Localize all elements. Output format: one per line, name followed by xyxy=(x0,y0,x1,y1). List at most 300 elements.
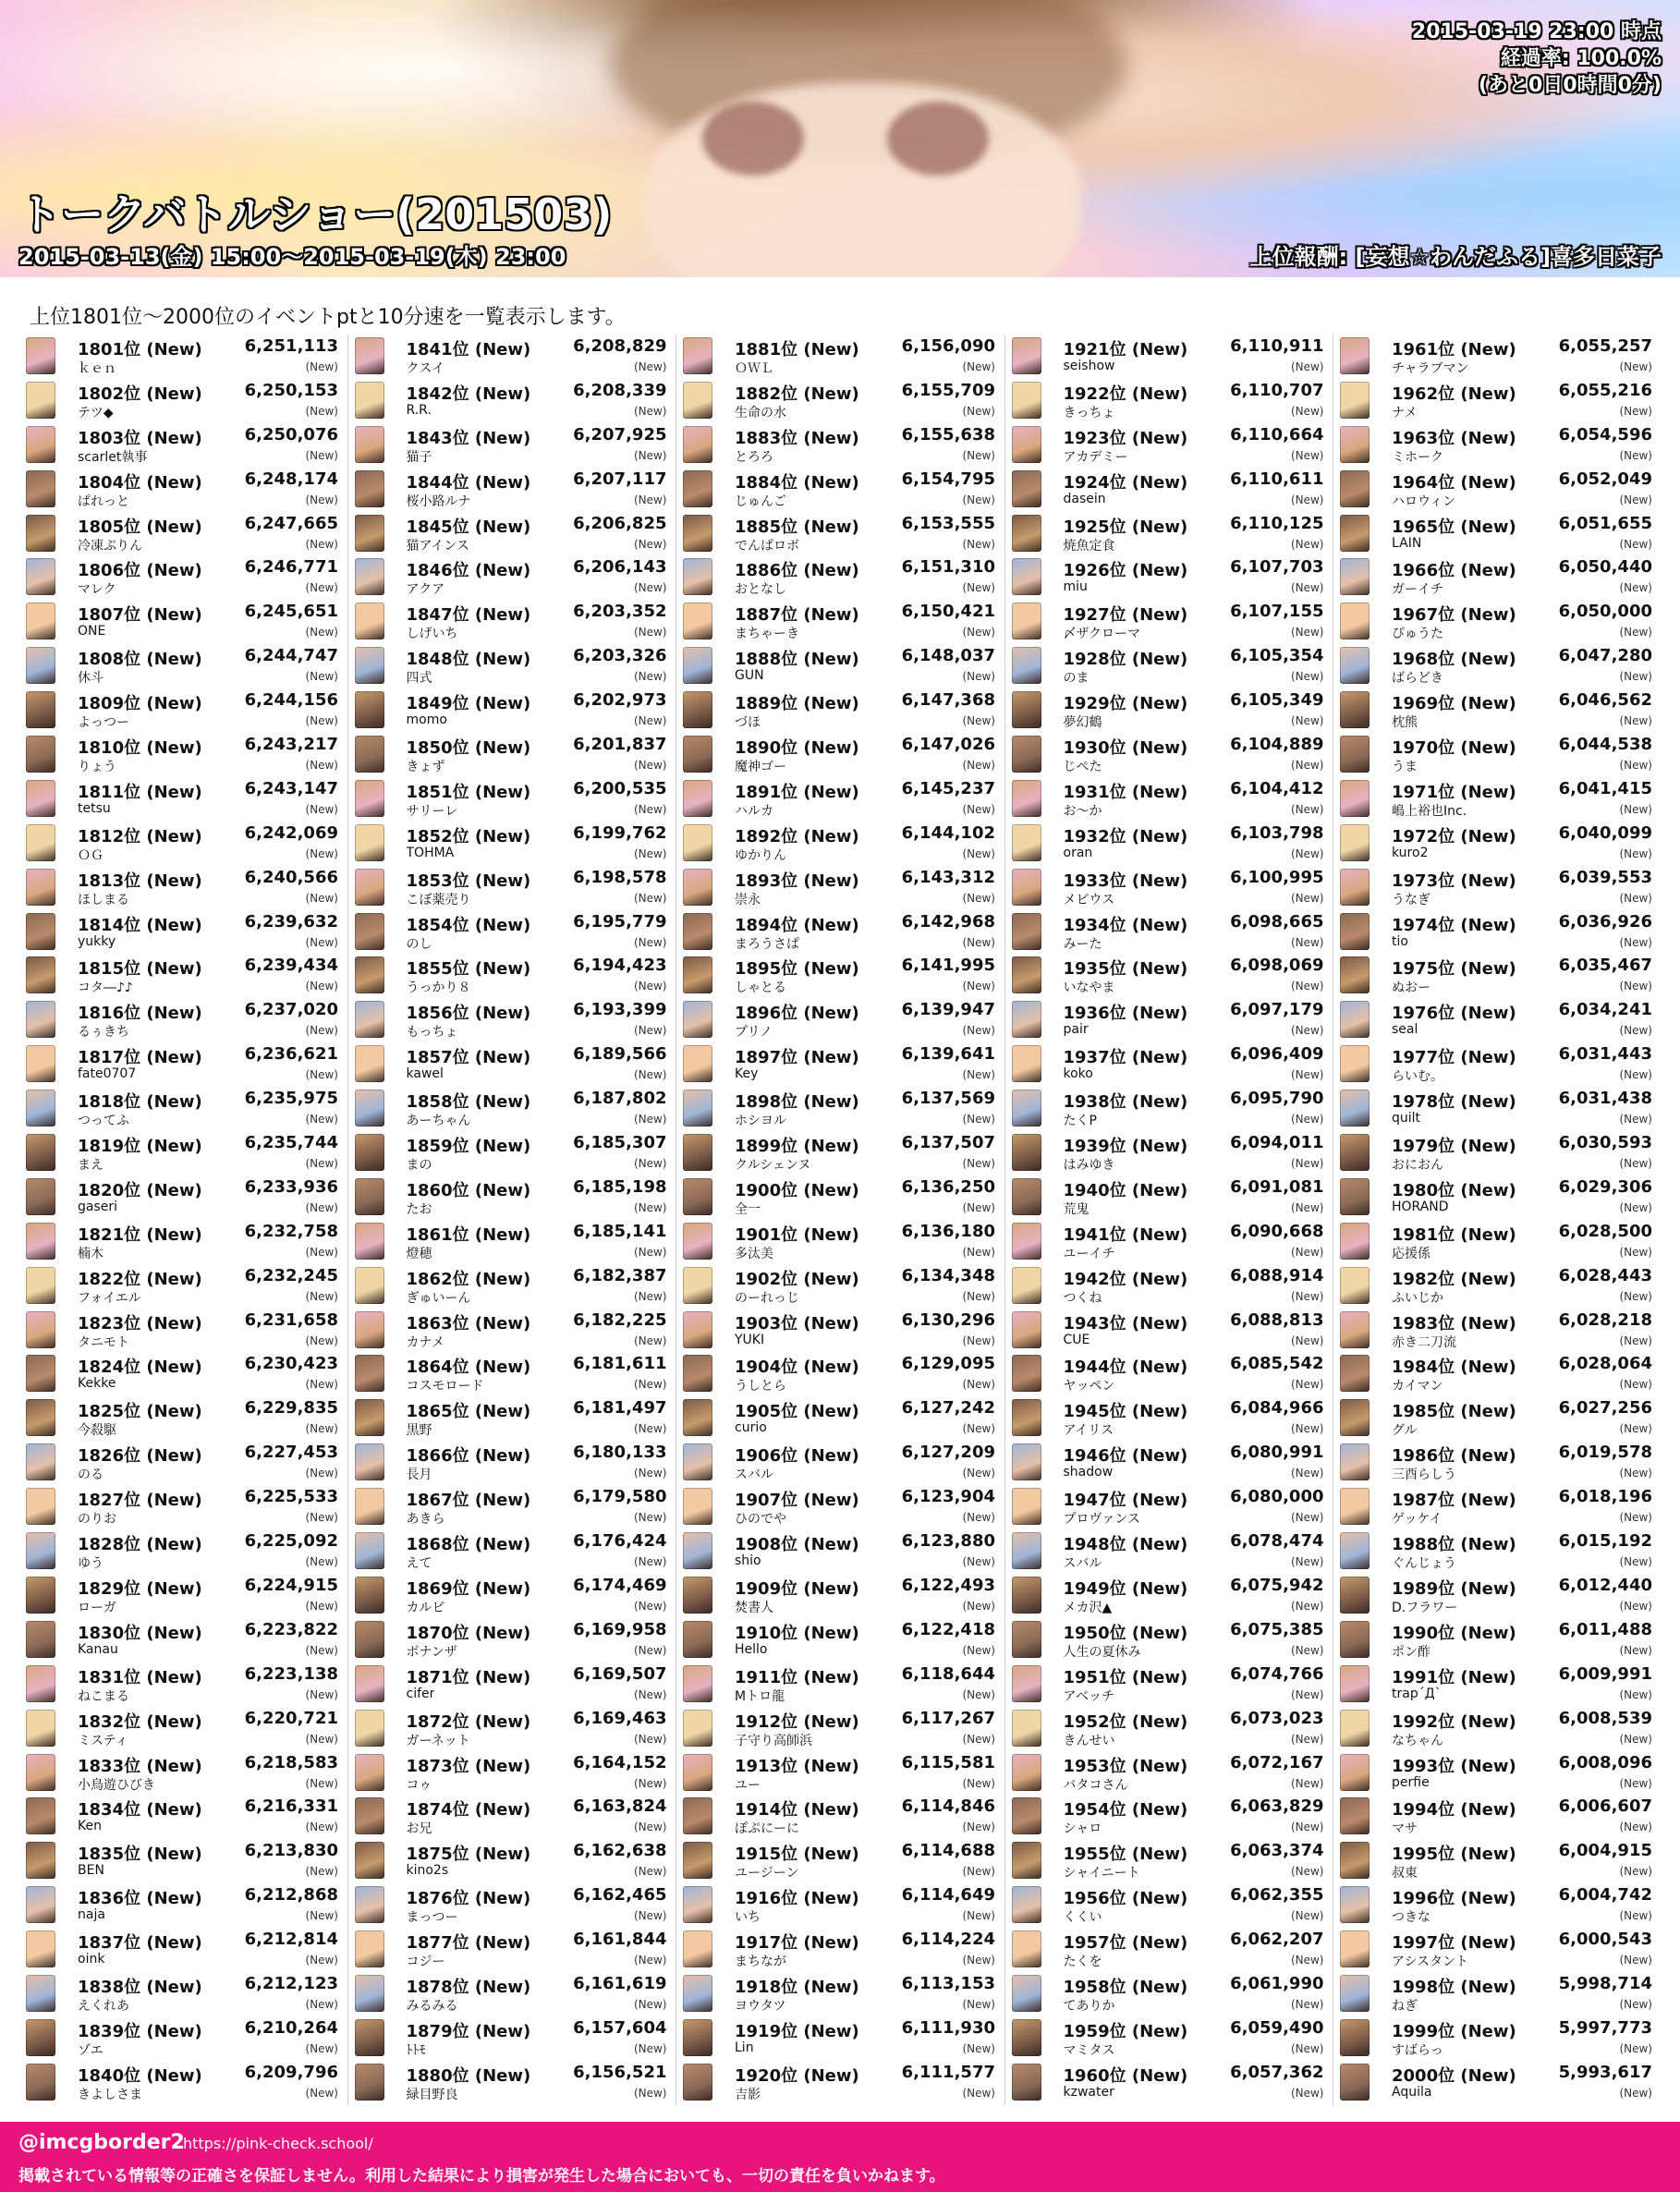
rank-label: 1893位 (New) xyxy=(735,871,859,891)
ten-minute-speed: (New) xyxy=(1619,1687,1652,1701)
twitter-handle[interactable]: @imcgborder2 xyxy=(18,2131,185,2154)
rank-label: 1888位 (New) xyxy=(735,650,859,670)
event-points: 6,006,607 xyxy=(1558,1796,1652,1817)
event-points: 6,091,081 xyxy=(1230,1176,1324,1197)
ten-minute-speed: (New) xyxy=(962,1909,995,1923)
site-url[interactable]: https://pink-check.school/ xyxy=(183,2135,373,2152)
ranking-entry xyxy=(26,1795,340,1839)
ranking-entry xyxy=(1340,1396,1654,1441)
player-name: たお xyxy=(406,1201,432,1217)
rank-label: 1814位 (New) xyxy=(78,915,202,935)
player-avatar xyxy=(355,1399,384,1436)
ranking-entry xyxy=(26,1529,340,1574)
event-points: 6,004,915 xyxy=(1558,1841,1652,1861)
player-name: Kekke xyxy=(78,1376,116,1392)
player-avatar xyxy=(26,1577,55,1614)
event-points: 6,122,418 xyxy=(901,1619,995,1639)
player-avatar xyxy=(26,558,55,595)
event-points: 6,199,762 xyxy=(573,822,667,843)
player-avatar xyxy=(683,1045,712,1082)
ten-minute-speed: (New) xyxy=(1619,1821,1652,1834)
ten-minute-speed: (New) xyxy=(1619,1289,1652,1303)
ranking-entry xyxy=(355,512,669,556)
ranking-entry xyxy=(683,1662,997,1707)
ranking-entry xyxy=(26,1839,340,1883)
ten-minute-speed: (New) xyxy=(962,1200,995,1214)
player-avatar xyxy=(1012,1975,1041,2012)
rank-label: 1906位 (New) xyxy=(735,1446,859,1467)
event-points: 6,250,153 xyxy=(244,380,338,400)
event-points: 6,018,196 xyxy=(1558,1487,1652,1507)
ranking-entry xyxy=(26,822,340,866)
ten-minute-speed: (New) xyxy=(962,980,995,993)
ranking-entry xyxy=(683,954,997,998)
ten-minute-speed: (New) xyxy=(633,404,667,418)
player-avatar xyxy=(26,1886,55,1923)
player-name: アイリス xyxy=(1063,1423,1114,1439)
rank-label: 1995位 (New) xyxy=(1392,1845,1516,1865)
player-name: ふいじか xyxy=(1392,1290,1443,1306)
rank-label: 1955位 (New) xyxy=(1063,1845,1188,1865)
player-name: Aquila xyxy=(1392,2084,1432,2100)
player-avatar xyxy=(683,603,712,639)
ten-minute-speed: (New) xyxy=(633,448,667,462)
ten-minute-speed: (New) xyxy=(305,448,338,462)
ten-minute-speed: (New) xyxy=(305,626,338,639)
event-points: 6,139,947 xyxy=(901,1000,995,1020)
ten-minute-speed: (New) xyxy=(1619,1157,1652,1171)
player-avatar xyxy=(355,1665,384,1702)
ten-minute-speed: (New) xyxy=(1619,980,1652,993)
ten-minute-speed: (New) xyxy=(305,1776,338,1790)
ten-minute-speed: (New) xyxy=(1290,1289,1324,1303)
ten-minute-speed: (New) xyxy=(305,1599,338,1613)
ranking-entry xyxy=(355,644,669,688)
player-name: ぽぷにーに xyxy=(735,1821,799,1837)
rank-label: 1811位 (New) xyxy=(78,782,202,802)
player-avatar xyxy=(1012,1710,1041,1747)
footer xyxy=(0,2122,1680,2192)
ten-minute-speed: (New) xyxy=(1290,448,1324,462)
player-name: しげいち xyxy=(406,627,458,642)
rank-label: 1964位 (New) xyxy=(1392,472,1516,493)
player-name: naja xyxy=(78,1907,105,1923)
event-points: 6,019,578 xyxy=(1558,1443,1652,1463)
ranking-entry xyxy=(355,733,669,777)
ranking-entry xyxy=(26,954,340,998)
ranking-entry xyxy=(26,777,340,822)
ten-minute-speed: (New) xyxy=(962,1467,995,1480)
ten-minute-speed: (New) xyxy=(305,759,338,773)
player-name: tio xyxy=(1392,933,1408,949)
event-points: 6,114,846 xyxy=(901,1796,995,1817)
event-points: 6,047,280 xyxy=(1558,646,1652,666)
ten-minute-speed: (New) xyxy=(1290,980,1324,993)
event-points: 6,027,256 xyxy=(1558,1398,1652,1419)
event-points: 6,194,423 xyxy=(573,956,667,976)
ten-minute-speed: (New) xyxy=(633,891,667,905)
ten-minute-speed: (New) xyxy=(633,537,667,551)
rank-label: 1863位 (New) xyxy=(406,1313,531,1333)
event-points: 6,011,488 xyxy=(1558,1619,1652,1639)
player-name: ぎゅいーん xyxy=(406,1290,471,1306)
ranking-entry xyxy=(1012,910,1326,955)
rank-label: 1925位 (New) xyxy=(1063,517,1188,537)
ranking-entry xyxy=(355,1574,669,1618)
player-name: shio xyxy=(735,1553,761,1569)
event-points: 6,147,368 xyxy=(901,690,995,711)
ten-minute-speed: (New) xyxy=(305,404,338,418)
ten-minute-speed: (New) xyxy=(1290,714,1324,728)
player-name: のりお xyxy=(78,1512,116,1528)
rank-label: 1899位 (New) xyxy=(735,1137,859,1157)
player-avatar xyxy=(26,1267,55,1304)
ranking-entry xyxy=(683,600,997,644)
player-avatar xyxy=(26,824,55,861)
ten-minute-speed: (New) xyxy=(1290,1333,1324,1347)
event-points: 6,110,911 xyxy=(1230,336,1324,356)
ten-minute-speed: (New) xyxy=(1619,1997,1652,2011)
player-name: HORAND xyxy=(1392,1199,1449,1214)
player-name: きんせい xyxy=(1063,1733,1115,1748)
ranking-entry xyxy=(26,1396,340,1441)
player-avatar xyxy=(26,1223,55,1260)
event-points: 6,244,747 xyxy=(244,646,338,666)
player-name: のーれっじ xyxy=(735,1290,799,1306)
event-points: 6,096,409 xyxy=(1230,1044,1324,1065)
event-points: 6,114,688 xyxy=(901,1841,995,1861)
event-points: 6,208,339 xyxy=(573,380,667,400)
player-name: 多汰美 xyxy=(735,1246,773,1261)
ten-minute-speed: (New) xyxy=(305,1687,338,1701)
player-name: ねこまる xyxy=(78,1688,129,1704)
player-avatar xyxy=(1340,913,1370,950)
event-points: 6,110,611 xyxy=(1230,469,1324,489)
ranking-entry xyxy=(26,1264,340,1309)
event-points: 6,145,237 xyxy=(901,778,995,798)
player-avatar xyxy=(1340,1355,1370,1392)
event-points: 6,169,463 xyxy=(573,1708,667,1728)
player-name: 小鳥遊ひびき xyxy=(78,1777,155,1793)
event-points: 6,035,467 xyxy=(1558,956,1652,976)
player-name: ハロウィン xyxy=(1392,493,1456,509)
player-name: カイマン xyxy=(1392,1379,1443,1394)
rank-label: 1829位 (New) xyxy=(78,1578,202,1599)
rank-label: 1913位 (New) xyxy=(735,1756,859,1776)
event-points: 6,203,326 xyxy=(573,646,667,666)
player-name: コゥ xyxy=(406,1777,432,1793)
ten-minute-speed: (New) xyxy=(633,581,667,595)
player-name: ユー xyxy=(735,1777,761,1793)
ten-minute-speed: (New) xyxy=(1290,802,1324,816)
ten-minute-speed: (New) xyxy=(962,670,995,684)
event-points: 6,061,990 xyxy=(1230,1973,1324,1993)
ranking-entry xyxy=(683,1441,997,1485)
player-avatar xyxy=(683,1577,712,1614)
ranking-entry xyxy=(355,1264,669,1309)
player-avatar xyxy=(26,1488,55,1525)
player-name: GUN xyxy=(735,668,764,684)
event-points: 6,212,868 xyxy=(244,1885,338,1906)
ranking-entry xyxy=(1340,1220,1654,1264)
ranking-entry xyxy=(1012,1883,1326,1928)
ranking-entry xyxy=(355,555,669,600)
rank-label: 1941位 (New) xyxy=(1063,1224,1188,1245)
event-points: 6,207,925 xyxy=(573,424,667,444)
rank-label: 1978位 (New) xyxy=(1392,1092,1516,1113)
ten-minute-speed: (New) xyxy=(1290,935,1324,949)
rank-label: 1937位 (New) xyxy=(1063,1048,1188,1068)
ten-minute-speed: (New) xyxy=(633,1687,667,1701)
rank-label: 1949位 (New) xyxy=(1063,1578,1188,1599)
player-avatar xyxy=(1340,1577,1370,1614)
player-avatar xyxy=(355,1797,384,1834)
player-avatar xyxy=(26,1754,55,1791)
player-name: Mトロ龍 xyxy=(735,1688,785,1704)
ranking-entry xyxy=(26,688,340,733)
ranking-entry xyxy=(683,1751,997,1796)
player-name: りょう xyxy=(78,760,116,775)
rank-label: 1990位 (New) xyxy=(1392,1623,1516,1643)
event-points: 6,107,155 xyxy=(1230,602,1324,622)
player-avatar xyxy=(1340,426,1370,463)
ten-minute-speed: (New) xyxy=(305,980,338,993)
event-points: 6,114,224 xyxy=(901,1930,995,1950)
rank-label: 1860位 (New) xyxy=(406,1180,531,1200)
ranking-entry xyxy=(26,866,340,910)
player-avatar xyxy=(1340,1090,1370,1126)
ten-minute-speed: (New) xyxy=(1619,891,1652,905)
player-avatar xyxy=(355,1443,384,1480)
ranking-entry xyxy=(1012,1352,1326,1396)
ten-minute-speed: (New) xyxy=(1619,1378,1652,1392)
player-avatar xyxy=(1012,1797,1041,1834)
event-points: 6,245,651 xyxy=(244,602,338,622)
event-points: 6,136,250 xyxy=(901,1176,995,1197)
player-name: 崇永 xyxy=(735,892,761,907)
player-name: こぼ薬売り xyxy=(406,892,471,907)
event-points: 6,028,218 xyxy=(1558,1309,1652,1330)
player-name: 全一 xyxy=(735,1201,761,1217)
rank-label: 1812位 (New) xyxy=(78,826,202,846)
ranking-entry xyxy=(26,1751,340,1796)
ten-minute-speed: (New) xyxy=(305,1289,338,1303)
event-points: 6,090,668 xyxy=(1230,1221,1324,1241)
player-name: 人生の夏休み xyxy=(1063,1644,1141,1660)
player-avatar xyxy=(26,1532,55,1569)
player-avatar xyxy=(1340,1754,1370,1791)
ten-minute-speed: (New) xyxy=(962,448,995,462)
ten-minute-speed: (New) xyxy=(1619,846,1652,860)
ten-minute-speed: (New) xyxy=(1619,1511,1652,1525)
ten-minute-speed: (New) xyxy=(1619,1467,1652,1480)
player-name: お兄 xyxy=(406,1821,432,1837)
ten-minute-speed: (New) xyxy=(633,1068,667,1082)
event-points: 6,103,798 xyxy=(1230,822,1324,843)
ten-minute-speed: (New) xyxy=(633,1865,667,1879)
ranking-entry xyxy=(355,1441,669,1485)
ranking-entry xyxy=(355,1131,669,1175)
player-avatar xyxy=(1012,1930,1041,1967)
event-points: 6,110,125 xyxy=(1230,513,1324,533)
ten-minute-speed: (New) xyxy=(1619,448,1652,462)
player-name: 黒野 xyxy=(406,1423,432,1439)
player-avatar xyxy=(355,1355,384,1392)
ten-minute-speed: (New) xyxy=(1619,581,1652,595)
rank-label: 1900位 (New) xyxy=(735,1180,859,1200)
ten-minute-speed: (New) xyxy=(633,1643,667,1657)
event-points: 6,239,632 xyxy=(244,911,338,932)
player-name: マミタス xyxy=(1063,2042,1115,2058)
column-divider xyxy=(347,335,348,2105)
rank-label: 1870位 (New) xyxy=(406,1623,531,1643)
ranking-entry xyxy=(1340,1839,1654,1883)
ranking-entry xyxy=(26,1574,340,1618)
ranking-entry xyxy=(1012,335,1326,379)
event-points: 6,208,829 xyxy=(573,336,667,356)
ranking-entry xyxy=(1012,822,1326,866)
player-name: スバル xyxy=(735,1467,773,1483)
player-avatar xyxy=(26,1975,55,2012)
event-points: 6,115,581 xyxy=(901,1752,995,1772)
player-name: マサ xyxy=(1392,1821,1418,1837)
player-avatar xyxy=(1012,647,1041,684)
player-name: ヤッペン xyxy=(1063,1379,1115,1394)
rank-label: 1902位 (New) xyxy=(735,1269,859,1289)
event-points: 6,212,814 xyxy=(244,1930,338,1950)
player-avatar xyxy=(355,824,384,861)
player-name: みーた xyxy=(1063,936,1102,952)
ranking-entry xyxy=(355,1928,669,1972)
rank-label: 1996位 (New) xyxy=(1392,1889,1516,1909)
rank-label: 1980位 (New) xyxy=(1392,1180,1516,1200)
player-name: 長月 xyxy=(406,1467,432,1483)
player-avatar xyxy=(683,382,712,419)
player-name: 枕熊 xyxy=(1392,715,1418,731)
ranking-entry xyxy=(1012,379,1326,423)
player-avatar xyxy=(1012,2019,1041,2056)
ranking-entry xyxy=(26,1883,340,1928)
player-avatar xyxy=(1012,1577,1041,1614)
player-name: BEN xyxy=(78,1863,104,1879)
player-avatar xyxy=(26,337,55,374)
player-avatar xyxy=(355,1930,384,1967)
ten-minute-speed: (New) xyxy=(305,1068,338,1082)
rank-label: 1992位 (New) xyxy=(1392,1711,1516,1732)
ten-minute-speed: (New) xyxy=(1619,1068,1652,1082)
event-points: 6,180,133 xyxy=(573,1443,667,1463)
ten-minute-speed: (New) xyxy=(1290,1378,1324,1392)
ranking-entry xyxy=(355,335,669,379)
event-points: 6,224,915 xyxy=(244,1575,338,1595)
rank-label: 1939位 (New) xyxy=(1063,1137,1188,1157)
ten-minute-speed: (New) xyxy=(1290,493,1324,506)
ranking-entry xyxy=(1012,1972,1326,2016)
event-points: 6,216,331 xyxy=(244,1796,338,1817)
event-points: 6,247,665 xyxy=(244,513,338,533)
elapsed-rate: 経過率: 100.0% xyxy=(1500,47,1662,70)
rank-label: 1883位 (New) xyxy=(735,428,859,448)
rank-label: 1841位 (New) xyxy=(406,340,531,359)
player-avatar xyxy=(1340,470,1370,507)
event-points: 6,185,198 xyxy=(573,1176,667,1197)
player-name: ひのでや xyxy=(735,1512,786,1528)
player-name: ゲッケイ xyxy=(1392,1512,1443,1528)
player-avatar xyxy=(683,2064,712,2101)
event-points: 6,243,217 xyxy=(244,735,338,755)
event-points: 6,118,644 xyxy=(901,1663,995,1684)
rank-label: 1852位 (New) xyxy=(406,826,531,846)
event-points: 6,220,721 xyxy=(244,1708,338,1728)
event-points: 6,246,771 xyxy=(244,557,338,578)
rank-label: 1930位 (New) xyxy=(1063,738,1188,759)
ten-minute-speed: (New) xyxy=(633,1599,667,1613)
player-avatar xyxy=(1012,1223,1041,1260)
ranking-entry xyxy=(683,1220,997,1264)
player-avatar xyxy=(1012,1001,1041,1038)
player-avatar xyxy=(683,824,712,861)
player-avatar xyxy=(26,1001,55,1038)
ten-minute-speed: (New) xyxy=(962,1732,995,1746)
event-points: 6,104,412 xyxy=(1230,778,1324,798)
event-points: 6,117,267 xyxy=(901,1708,995,1728)
player-avatar xyxy=(1012,1488,1041,1525)
rank-label: 1933位 (New) xyxy=(1063,871,1188,891)
event-points: 6,213,830 xyxy=(244,1841,338,1861)
event-points: 6,157,604 xyxy=(573,2017,667,2038)
player-name: シャイニート xyxy=(1063,1866,1140,1881)
ranking-entry xyxy=(26,512,340,556)
ten-minute-speed: (New) xyxy=(633,2041,667,2055)
rank-label: 1886位 (New) xyxy=(735,561,859,581)
event-points: 6,169,507 xyxy=(573,1663,667,1684)
player-avatar xyxy=(1340,1311,1370,1348)
ten-minute-speed: (New) xyxy=(1290,1024,1324,1038)
event-points: 6,134,348 xyxy=(901,1265,995,1285)
ranking-entry xyxy=(26,998,340,1042)
player-avatar xyxy=(683,736,712,773)
player-avatar xyxy=(355,1267,384,1304)
ranking-entry xyxy=(355,1618,669,1662)
ranking-entry xyxy=(26,1131,340,1175)
ranking-entry xyxy=(26,1220,340,1264)
rank-label: 1962位 (New) xyxy=(1392,384,1516,404)
ranking-entry xyxy=(1340,910,1654,955)
ten-minute-speed: (New) xyxy=(1619,1909,1652,1923)
event-points: 6,225,092 xyxy=(244,1531,338,1552)
event-points: 6,193,399 xyxy=(573,1000,667,1020)
ranking-entry xyxy=(26,1485,340,1529)
ranking-entry xyxy=(1340,1264,1654,1309)
rank-label: 1908位 (New) xyxy=(735,1535,859,1555)
player-name: 生命の水 xyxy=(735,405,786,420)
ten-minute-speed: (New) xyxy=(962,1555,995,1569)
ten-minute-speed: (New) xyxy=(962,1245,995,1259)
rank-label: 1988位 (New) xyxy=(1392,1535,1516,1555)
player-name: うっかり８ xyxy=(406,980,471,996)
player-avatar xyxy=(683,1665,712,1702)
rank-label: 1851位 (New) xyxy=(406,782,531,802)
event-points: 6,127,209 xyxy=(901,1443,995,1463)
event-points: 6,187,802 xyxy=(573,1089,667,1109)
ten-minute-speed: (New) xyxy=(633,1157,667,1171)
player-avatar xyxy=(26,1443,55,1480)
ranking-entry xyxy=(1012,998,1326,1042)
event-points: 6,127,242 xyxy=(901,1398,995,1419)
ranking-entry xyxy=(1340,1441,1654,1485)
rank-label: 1805位 (New) xyxy=(78,517,202,537)
rank-label: 1958位 (New) xyxy=(1063,1977,1188,1997)
